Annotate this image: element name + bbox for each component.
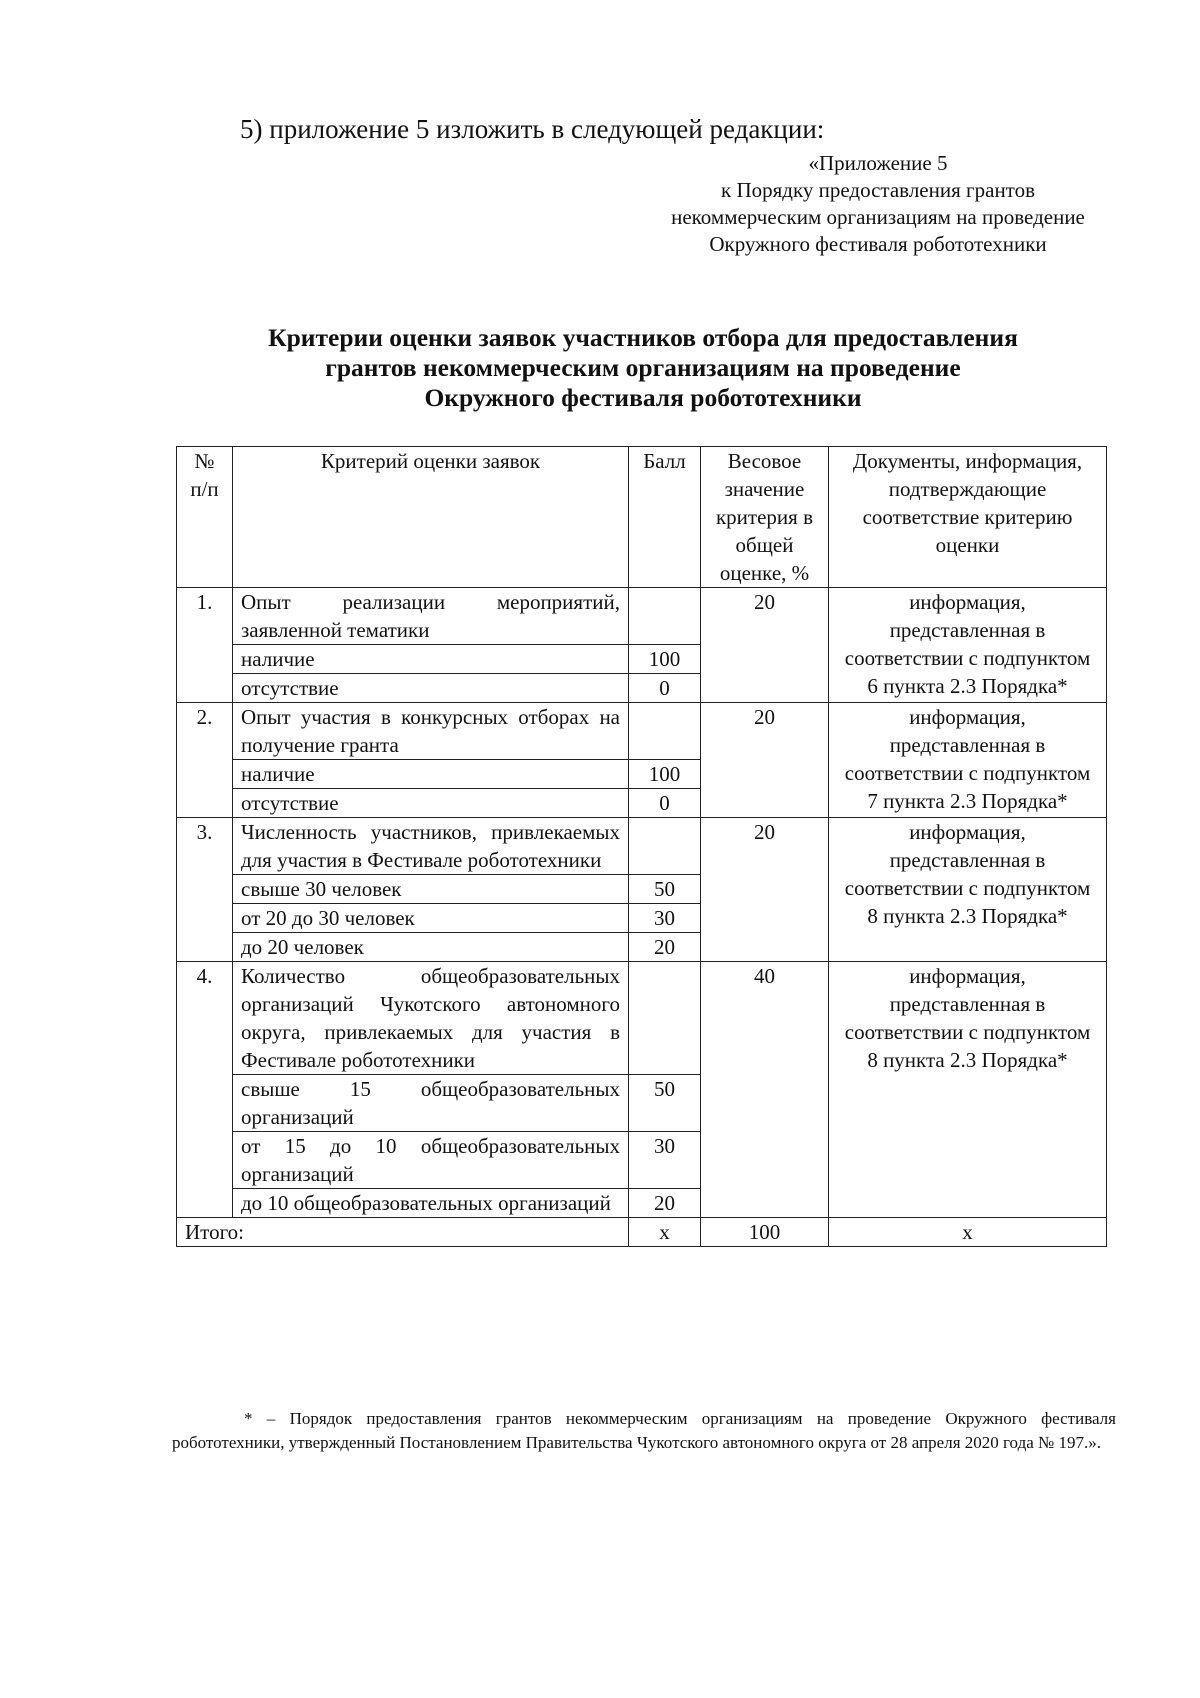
appendix-line: к Порядку предоставления грантов: [721, 178, 1035, 202]
criterion-weight: 40: [701, 962, 829, 1218]
option-score: 100: [629, 760, 701, 789]
criterion-score-empty: [629, 818, 701, 875]
footnote: * – Порядок предоставления грантов некоммерческим организациям на проведение Окружного фестиваля робототехники, утвержденный Постановлением Правительства Чукотского автономного округа от 28 апреля 2020 года № 197.».: [172, 1409, 1116, 1452]
title-line: Окружного фестиваля робототехники: [424, 383, 862, 412]
option-score: 30: [629, 1132, 701, 1189]
option-label: свыше 30 человек: [233, 875, 629, 904]
header-weight: Весовое значение критерия в общей оценке, %: [701, 447, 829, 588]
appendix-line: Окружного фестиваля робототехники: [709, 232, 1047, 256]
row-number: 4.: [177, 962, 233, 1218]
criterion-score-empty: [629, 962, 701, 1075]
option-label: наличие: [233, 760, 629, 789]
option-label: до 20 человек: [233, 933, 629, 962]
total-label: Итого:: [177, 1218, 629, 1247]
total-score: x: [629, 1218, 701, 1247]
criterion-documents: информация, представленная в соответствии с подпунктом 7 пункта 2.3 Порядка*: [829, 703, 1107, 818]
row-number: 1.: [177, 588, 233, 703]
appendix-line: некоммерческим организациям на проведение: [671, 205, 1085, 229]
table-row: [177, 962, 1107, 1075]
header-docs: Документы, информация, подтверждающие соответствие критерию оценки: [829, 447, 1107, 588]
option-label: отсутствие: [233, 789, 629, 818]
option-label: от 20 до 30 человек: [233, 904, 629, 933]
header-num: № п/п: [177, 447, 233, 588]
criterion-documents: информация, представленная в соответствии с подпунктом 6 пункта 2.3 Порядка*: [829, 588, 1107, 703]
option-score: 0: [629, 674, 701, 703]
appendix-reference: [618, 150, 1138, 258]
criterion-text: Численность участников, привлекаемых для участия в Фестивале робототехники: [233, 818, 629, 875]
option-score: 30: [629, 904, 701, 933]
table-row: [177, 703, 1107, 760]
total-row: [177, 1218, 1107, 1247]
document-title: [178, 323, 1108, 413]
header-score: Балл: [629, 447, 701, 588]
row-number: 2.: [177, 703, 233, 818]
criterion-weight: 20: [701, 703, 829, 818]
option-label: свыше 15 общеобразовательных организаций: [233, 1075, 629, 1132]
title-line: Критерии оценки заявок участников отбора для предоставления: [268, 323, 1018, 352]
option-score: 50: [629, 1075, 701, 1132]
total-docs: x: [829, 1218, 1107, 1247]
criteria-table: [176, 446, 1107, 1247]
table-header-row: [177, 447, 1107, 588]
option-score: 100: [629, 645, 701, 674]
criterion-text: Опыт реализации мероприятий, заявленной тематики: [233, 588, 629, 645]
option-score: 20: [629, 933, 701, 962]
criterion-score-empty: [629, 588, 701, 645]
title-line: грантов некоммерческим организациям на проведение: [325, 353, 961, 382]
criterion-text: Опыт участия в конкурсных отборах на получение гранта: [233, 703, 629, 760]
header-criterion: Критерий оценки заявок: [233, 447, 629, 588]
appendix-line: «Приложение 5: [808, 151, 948, 175]
criterion-score-empty: [629, 703, 701, 760]
option-label: от 15 до 10 общеобразовательных организаций: [233, 1132, 629, 1189]
intro-text: 5) приложение 5 изложить в следующей редакции:: [240, 114, 825, 144]
table-row: [177, 818, 1107, 875]
criterion-weight: 20: [701, 818, 829, 962]
criterion-text: Количество общеобразовательных организаций Чукотского автономного округа, привлекаемых для участия в Фестивале робототехники: [233, 962, 629, 1075]
option-score: 50: [629, 875, 701, 904]
option-score: 20: [629, 1189, 701, 1218]
option-score: 0: [629, 789, 701, 818]
row-number: 3.: [177, 818, 233, 962]
option-label: до 10 общеобразовательных организаций: [233, 1189, 629, 1218]
criterion-documents: информация, представленная в соответствии с подпунктом 8 пункта 2.3 Порядка*: [829, 818, 1107, 962]
table-row: [177, 588, 1107, 645]
option-label: отсутствие: [233, 674, 629, 703]
criterion-documents: информация, представленная в соответствии с подпунктом 8 пункта 2.3 Порядка*: [829, 962, 1107, 1218]
criterion-weight: 20: [701, 588, 829, 703]
option-label: наличие: [233, 645, 629, 674]
total-weight: 100: [701, 1218, 829, 1247]
